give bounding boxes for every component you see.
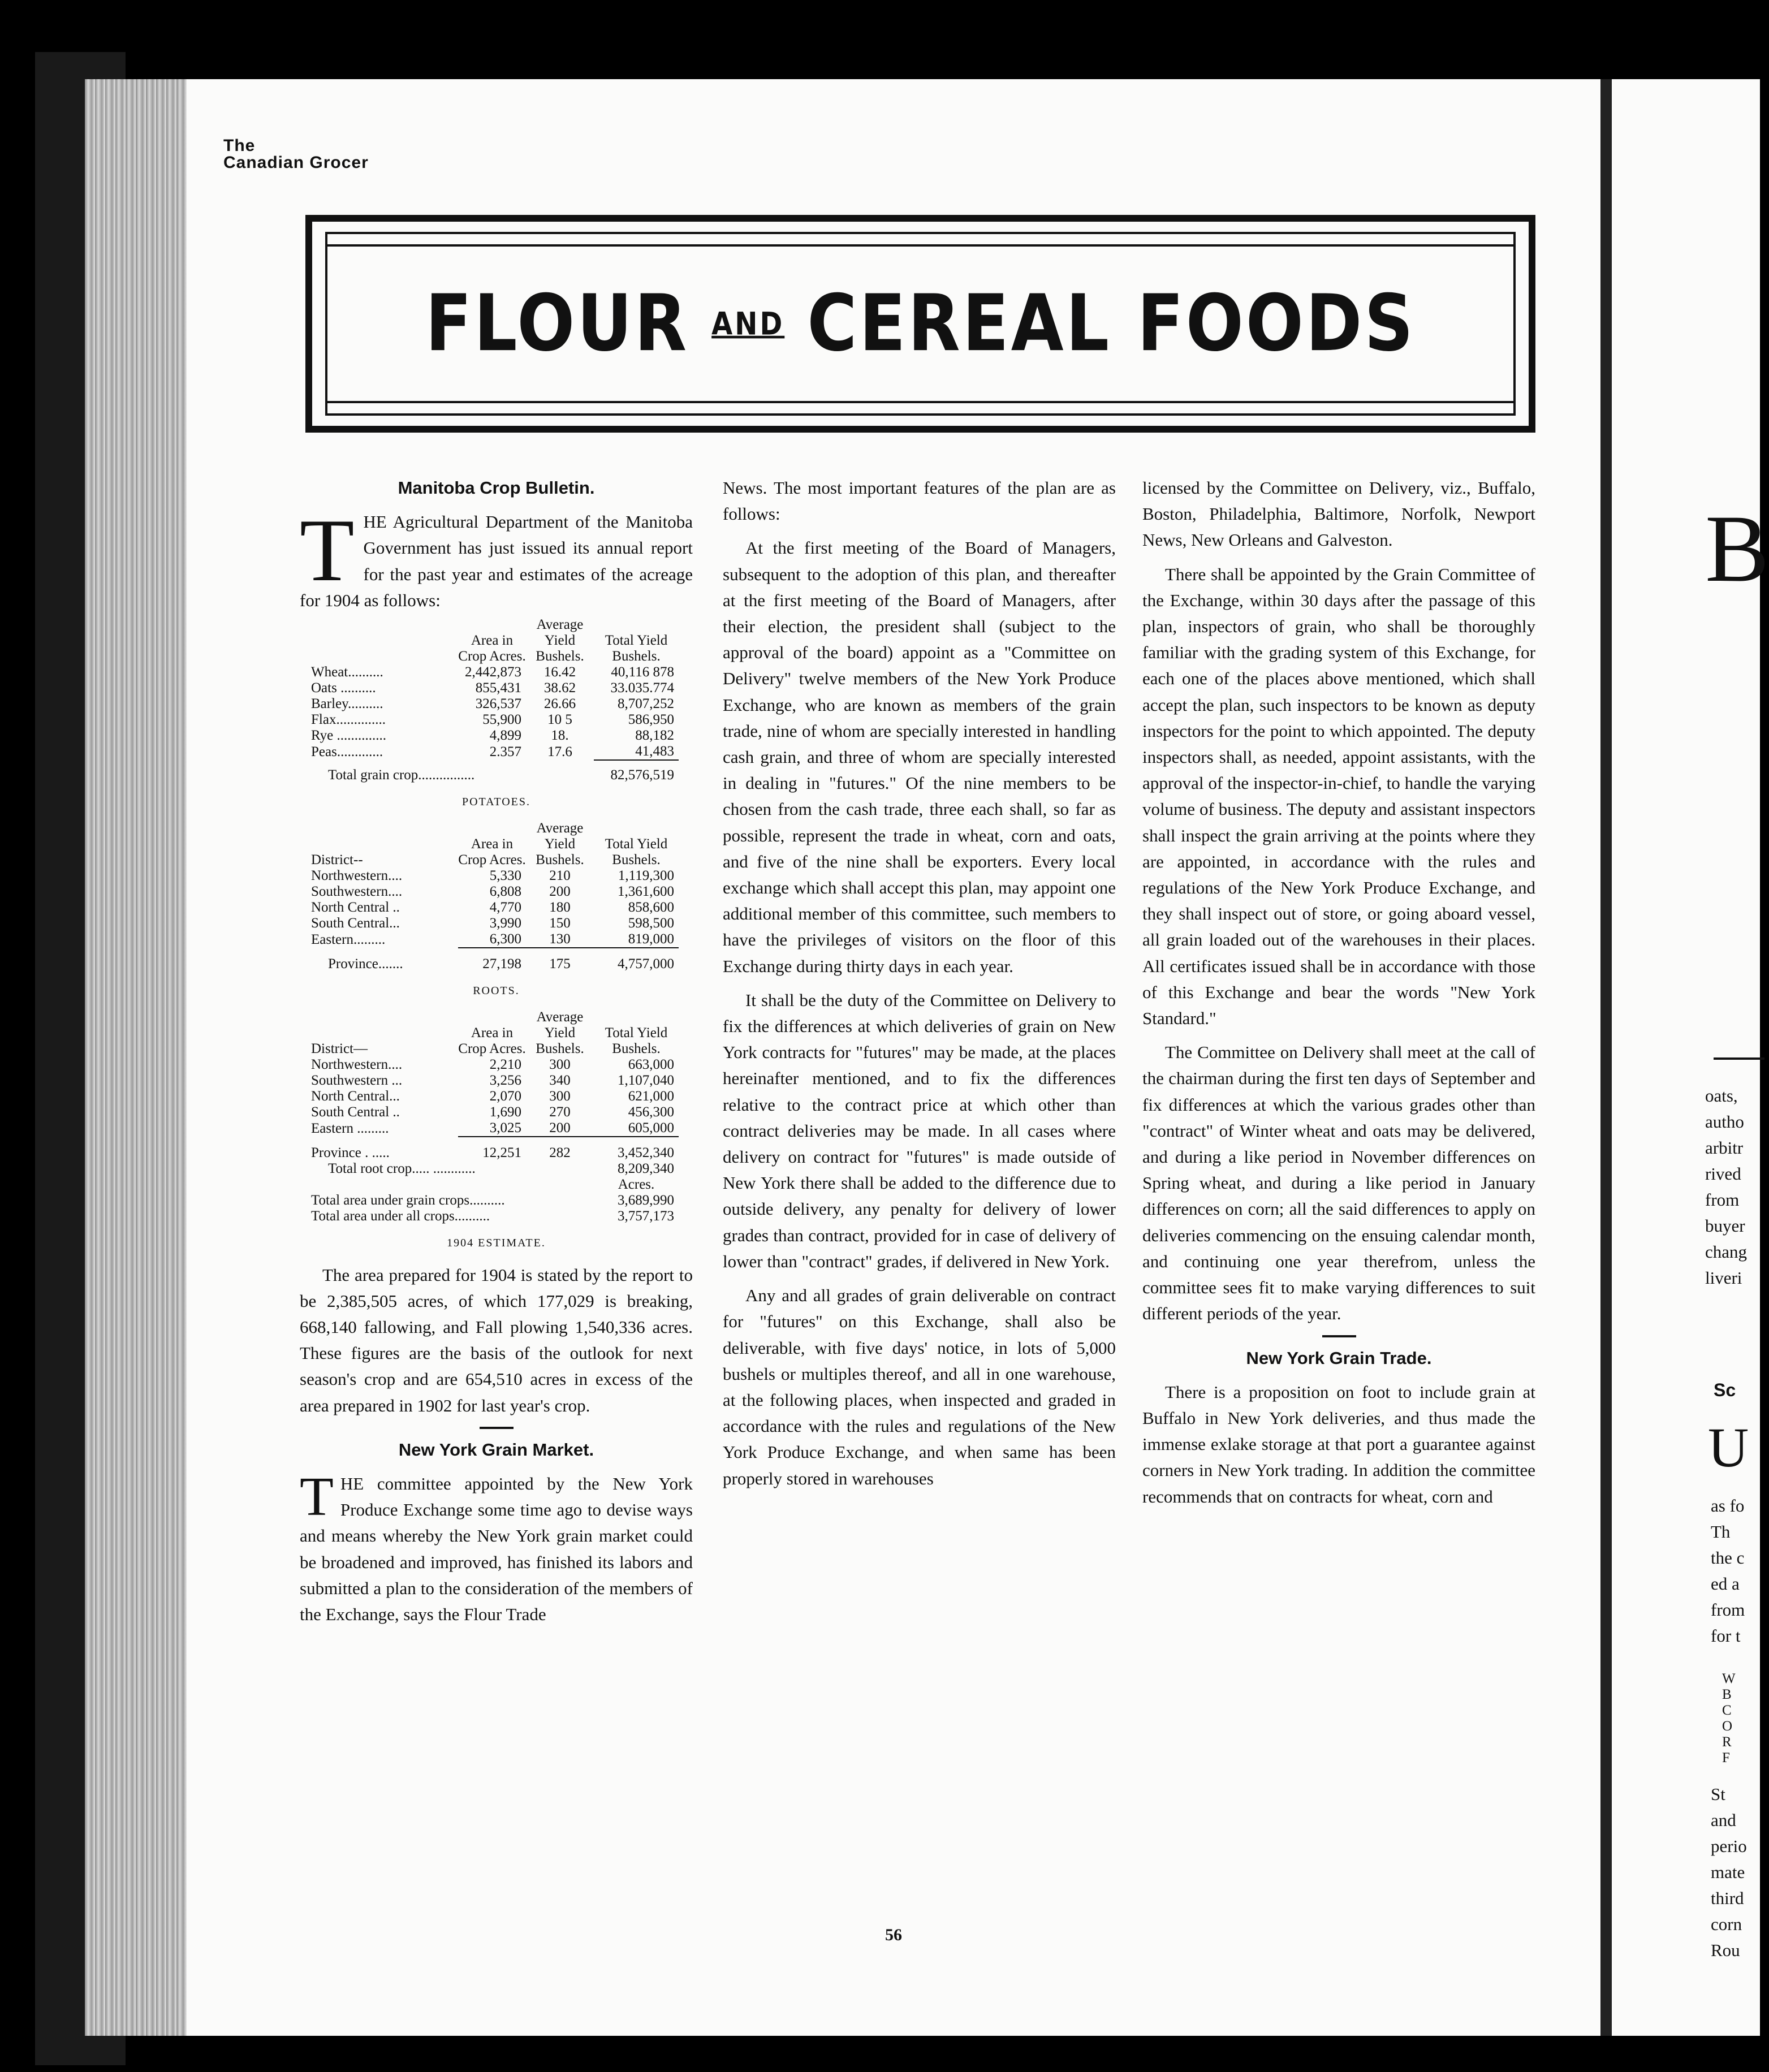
cell: Southwestern ...	[311, 1073, 403, 1089]
cell: 621,000	[628, 1089, 674, 1104]
banner-rule-top	[327, 244, 1513, 247]
table-row	[311, 1073, 679, 1089]
cell: 663,000	[628, 1057, 674, 1073]
right-page-big-letter: B	[1705, 495, 1769, 602]
table-row	[311, 931, 679, 948]
cell: 605,000	[628, 1120, 674, 1136]
paragraph: Any and all grades of grain deliverable on contract for "futures" on this Exchange, shall also be deliverable, with five days' notice, in lots of 5,000 bushels or multiples thereof, and all in one warehouse, at the following places, when inspected and graded in accordance with the rules and regulations of the New York Produce Exchange, and when same has been properly stored in warehouses	[723, 1285, 1116, 1488]
cell	[311, 1177, 594, 1193]
table-row	[311, 1057, 679, 1073]
th-crop	[311, 617, 458, 664]
intro-paragraph	[300, 501, 693, 614]
table-row	[311, 664, 679, 680]
cell: 82,576,519	[594, 760, 679, 783]
roots-table	[311, 1009, 679, 1224]
right-page-drop-cap: U	[1708, 1416, 1749, 1479]
cell: 130	[549, 931, 571, 947]
cell: 3,256	[489, 1073, 521, 1089]
grain-table	[311, 617, 679, 783]
cell: 3,025	[489, 1120, 521, 1136]
cell: 40,116 878	[611, 664, 674, 680]
cell: 282	[526, 1137, 594, 1161]
cell: Province.......	[328, 956, 403, 972]
page-number: 56	[885, 1926, 902, 1944]
cell: 2,070	[489, 1089, 521, 1104]
table-total-row	[311, 760, 679, 783]
table-total-row	[311, 948, 679, 972]
estimate-label: 1904 ESTIMATE.	[447, 1237, 546, 1250]
cell: 270	[549, 1104, 571, 1120]
right-page	[1612, 79, 1769, 2036]
table-row	[311, 1208, 679, 1224]
text-fragment: autho	[1705, 1112, 1744, 1132]
cell: 326,537	[475, 696, 521, 712]
right-page-list	[1722, 1671, 1736, 1766]
cell: South Central...	[311, 916, 400, 931]
cell: 598,500	[628, 916, 674, 931]
text-fragment: as fo	[1711, 1496, 1745, 1516]
paragraph: At the first meeting of the Board of Managers, subsequent to the adoption of this plan, and thereafter at the first meeting of the Board of Managers, after their election, the president shall (subject to the approval of the board) appoint as a "Committee on Delivery" twelve members of the New York Produce Exchange, who are known as members of the grain trade, nine of whom are specially interested in handling cash grain, and three of whom are specially interested in dealing in "futures." Of the nine members to be chosen from the cash trade, three each shall, so far as possible, represent the trade in wheat, corn and oats, and five of the nine shall be exporters. Every local exchange which shall accept this plan, may appoint one additional member of this committee, such members to have the privileges of visitors on the floor of this Exchange during thirty days in each year.	[723, 538, 1116, 976]
cell: 5,330	[489, 868, 521, 884]
book-gutter	[1600, 79, 1612, 2036]
paragraph: licensed by the Committee on Delivery, viz., Buffalo, Boston, Philadelphia, Baltimore, Norfolk, Newport News, New Orleans and Galveston.	[1142, 478, 1535, 550]
table-row	[311, 712, 679, 728]
right-page-lines-3	[1711, 1781, 1747, 1963]
right-page-rule	[1714, 1057, 1764, 1060]
text-fragment: perio	[1711, 1836, 1747, 1856]
cell: 819,000	[628, 931, 674, 947]
cell: 12,251	[458, 1137, 526, 1161]
cell: 2,442,873	[465, 664, 521, 680]
estimate-paragraph: The area prepared for 1904 is stated by the report to be 2,385,505 acres, of which 177,029 is breaking, 668,140 fallowing, and Fall plowing 1,540,336 acres. These figures are the basis of the outlook for next season's crop and are 654,510 acres in excess of the area prepared in 1902 for last year's crop.	[300, 1264, 693, 1415]
text-fragment: C	[1722, 1703, 1732, 1718]
th-total: Total Yield Bushels.	[605, 1025, 668, 1057]
cell: 6,300	[489, 931, 521, 947]
cell: 41,483	[635, 744, 674, 759]
section-title	[425, 279, 1416, 369]
banner-rule-bottom	[327, 401, 1513, 403]
cell: 300	[549, 1089, 571, 1104]
cell: North Central...	[311, 1089, 400, 1104]
cell: 175	[526, 948, 594, 972]
column-3	[1142, 475, 1535, 1518]
text-fragment: F	[1722, 1750, 1730, 1765]
intro-text: HE Agricultural Department of the Manitoba Government has just issued its annual report for the past year and estimates of the acreage for 1904 as follows:	[300, 512, 693, 610]
cell: Northwestern....	[311, 868, 403, 884]
table-row	[311, 900, 679, 916]
cell: 88,182	[635, 728, 674, 744]
cell: 16.42	[543, 664, 576, 680]
heading-manitoba-crop-bulletin: Manitoba Crop Bulletin.	[398, 478, 595, 498]
text-fragment: Rou	[1711, 1940, 1740, 1960]
text-fragment: and	[1711, 1810, 1736, 1830]
cell: 210	[549, 868, 571, 884]
paragraph: There is a proposition on foot to include grain at Buffalo in New York deliveries, and thus made the immense exlake storage at that port a guarantee against corners in New York trading. In addition the committee recommends that on contracts for wheat, corn and	[1142, 1382, 1535, 1506]
text-fragment: St	[1711, 1784, 1725, 1804]
table-row	[311, 1161, 679, 1177]
page-edges	[85, 79, 187, 2036]
drop-cap: T	[300, 501, 355, 601]
cell: Barley..........	[311, 696, 383, 712]
cell: 8,707,252	[618, 696, 674, 712]
th-total: Total Yield Bushels.	[605, 836, 668, 868]
potatoes-label: POTATOES.	[461, 796, 531, 809]
text-fragment: third	[1711, 1888, 1744, 1908]
cell: 10 5	[547, 712, 572, 728]
cell: 180	[549, 900, 571, 916]
column-1	[300, 475, 693, 1635]
right-page-lines	[1705, 1083, 1747, 1291]
grain-table-header	[311, 617, 679, 664]
section-divider	[480, 1427, 514, 1429]
cell: Total area under all crops..........	[311, 1208, 490, 1224]
cell: 1,107,040	[618, 1073, 674, 1089]
text-fragment: rived	[1705, 1164, 1741, 1184]
paragraph: The Committee on Delivery shall meet at the call of the chairman during the first ten days of September and fix differences at which the various grades other than "contract" of Winter wheat and oats may be delivered, and during a like period in November differences on Spring wheat, and during a like period in January differences on corn; all the said differences to apply on deliveries commencing on the ensuing calendar month, and continuing one year therefrom, unless the committee sees fit to make varying differences to suit different periods of the year.	[1142, 1042, 1535, 1324]
cell: Total grain crop................	[328, 767, 475, 783]
text-fragment: W	[1722, 1671, 1736, 1686]
cell: 4,899	[489, 728, 521, 744]
th-avg: Average Yield Bushels.	[536, 1009, 584, 1057]
roots-table-header	[311, 1009, 679, 1057]
table-row	[311, 744, 679, 760]
column-2	[723, 475, 1116, 1500]
table-row	[311, 728, 679, 744]
right-page-lines-2	[1711, 1493, 1745, 1649]
heading-new-york-grain-trade: New York Grain Trade.	[1246, 1348, 1432, 1368]
text-fragment: ed a	[1711, 1574, 1740, 1594]
th-area: Area in Crop Acres.	[458, 1025, 526, 1057]
table-row	[311, 868, 679, 884]
paragraph: News. The most important features of the plan are as follows:	[723, 478, 1116, 524]
text-fragment: chang	[1705, 1242, 1748, 1262]
cell: 300	[549, 1057, 571, 1073]
ny-market-text: HE committee appointed by the New York Produce Exchange some time ago to devise ways and means whereby the New York grain market could be broadened and improved, has finished its labors and submitted a plan to the consideration of the members of the Exchange, says the Flour Trade	[300, 1474, 693, 1625]
text-fragment: from	[1705, 1190, 1740, 1210]
title-word-flour: FLOUR	[425, 278, 689, 369]
cell: 855,431	[475, 680, 521, 696]
cell: 55,900	[482, 712, 521, 728]
text-fragment: B	[1722, 1687, 1732, 1702]
cell: Flax..............	[311, 712, 386, 728]
cell: 4,770	[489, 900, 521, 916]
cell: 200	[549, 1120, 571, 1136]
text-fragment: the c	[1711, 1548, 1745, 1568]
cell: South Central ..	[311, 1104, 400, 1120]
heading-new-york-grain-market: New York Grain Market.	[398, 1439, 594, 1460]
th-area: Area in Crop Acres.	[458, 836, 526, 868]
cell: 200	[549, 884, 571, 900]
th-area: Area in Crop Acres.	[458, 633, 526, 664]
text-fragment: mate	[1711, 1862, 1745, 1882]
potatoes-table-header	[311, 821, 679, 868]
cell: 2.357	[489, 744, 521, 760]
cell: 26.66	[543, 696, 576, 712]
cell: North Central ..	[311, 900, 400, 916]
table-row	[311, 1089, 679, 1104]
cell: 27,198	[458, 948, 526, 972]
text-fragment: Th	[1711, 1522, 1731, 1542]
cell: 8,209,340	[618, 1161, 674, 1177]
th-avg: Average Yield Bushels.	[536, 821, 584, 868]
cell: 33.035.774	[610, 680, 674, 696]
table-row	[311, 1120, 679, 1137]
cell: 456,300	[628, 1104, 674, 1120]
cell: Total root crop..... ............	[328, 1161, 476, 1177]
cell: Acres.	[618, 1177, 655, 1193]
cell: 6,808	[489, 884, 521, 900]
cell: Total area under grain crops..........	[311, 1193, 505, 1208]
masthead-line2: Canadian Grocer	[223, 153, 369, 172]
cell: 3,757,173	[618, 1208, 674, 1224]
table-row	[311, 1177, 679, 1193]
cell: Eastern .........	[311, 1121, 389, 1137]
table-row	[311, 884, 679, 900]
cell: 4,757,000	[594, 948, 679, 972]
cell: Province . .....	[311, 1145, 390, 1161]
cell: 38.62	[543, 680, 576, 696]
title-word-cereal-foods: CEREAL FOODS	[807, 278, 1416, 369]
text-fragment: O	[1722, 1719, 1733, 1734]
cell: Peas.............	[311, 744, 383, 760]
text-fragment: liveri	[1705, 1268, 1742, 1288]
ny-market-paragraph	[300, 1466, 693, 1628]
cell: 17.6	[547, 744, 572, 760]
table-row	[311, 680, 679, 696]
cell: 2,210	[489, 1057, 521, 1073]
text-fragment: from	[1711, 1600, 1745, 1620]
table-row	[311, 696, 679, 712]
cell: 1,690	[489, 1104, 521, 1120]
cell: Southwestern....	[311, 884, 403, 900]
cell: Rye ..............	[311, 728, 387, 744]
table-row	[311, 1104, 679, 1120]
masthead	[223, 137, 369, 171]
th-district: District—	[311, 1041, 368, 1057]
table-total-row	[311, 1137, 679, 1161]
table-row	[311, 1193, 679, 1208]
table-row	[311, 916, 679, 931]
right-page-heading: Sc	[1714, 1380, 1736, 1400]
cell: 586,950	[628, 712, 674, 728]
masthead-line1: The	[223, 136, 256, 155]
cell: 150	[549, 916, 571, 931]
text-fragment: corn	[1711, 1914, 1742, 1934]
cell: 858,600	[628, 900, 674, 916]
th-district: District--	[311, 852, 363, 868]
text-fragment: for t	[1711, 1626, 1741, 1646]
drop-cap: T	[300, 1466, 334, 1528]
cell: 1,361,600	[618, 884, 674, 900]
th-avg: Average Yield Bushels.	[536, 617, 584, 664]
th-total: Total Yield Bushels.	[605, 633, 668, 664]
cell: 18.	[551, 728, 569, 744]
cell: 3,990	[489, 916, 521, 931]
cell: 3,689,990	[618, 1193, 674, 1208]
cell: Wheat..........	[311, 664, 383, 680]
cell: Northwestern....	[311, 1057, 403, 1073]
cell: 3,452,340	[594, 1137, 679, 1161]
section-divider	[1322, 1335, 1356, 1337]
roots-label: ROOTS.	[473, 985, 520, 998]
title-word-and: AND	[711, 305, 785, 342]
paragraph: It shall be the duty of the Committee on Delivery to fix the differences at which deliveries of grain on New York contracts for "futures" may be made, at the places hereinafter mentioned, and to fix the differences relative to the contract price at which other than contract deliveries may be made. In all cases where delivery on contract for "futures" is made outside of New York there shall be added to the difference due to outside delivery, any penalty for delivery of lower grades than contract, provided for in case of delivery of lower than "contract" grades, if delivered in New York.	[723, 990, 1116, 1271]
text-fragment: buyer	[1705, 1216, 1745, 1236]
paragraph: There shall be appointed by the Grain Committee of the Exchange, within 30 days after the passage of this plan, inspectors of grain, who shall be thoroughly familiar with the grading system of this Exchange, for each one of the places above mentioned, which shall accept the plan, such inspectors to be known as deputy inspectors for the point to which appointed. The deputy inspectors shall, as needed, appoint assistants, with the approval of the inspector-in-chief, to handle the varying volume of business. The deputy and assistant inspectors shall inspect the grain arriving at the points where they are appointed, in accordance with the rules and regulations of the New York Produce Exchange, and they shall inspect out of store, or going aboard vessel, all grain loaded out of the warehouses in their places. All certificates issued shall be in accordance with those of this Exchange and bear the words "New York Standard."	[1142, 564, 1535, 1029]
cell: Eastern.........	[311, 932, 386, 948]
cell: Oats ..........	[311, 680, 376, 696]
cell: 340	[549, 1073, 571, 1089]
text-fragment: arbitr	[1705, 1138, 1744, 1158]
banner	[325, 232, 1516, 416]
text-fragment: oats,	[1705, 1086, 1738, 1106]
potatoes-table	[311, 821, 679, 972]
cell: 1,119,300	[618, 868, 674, 884]
text-fragment: R	[1722, 1734, 1732, 1750]
